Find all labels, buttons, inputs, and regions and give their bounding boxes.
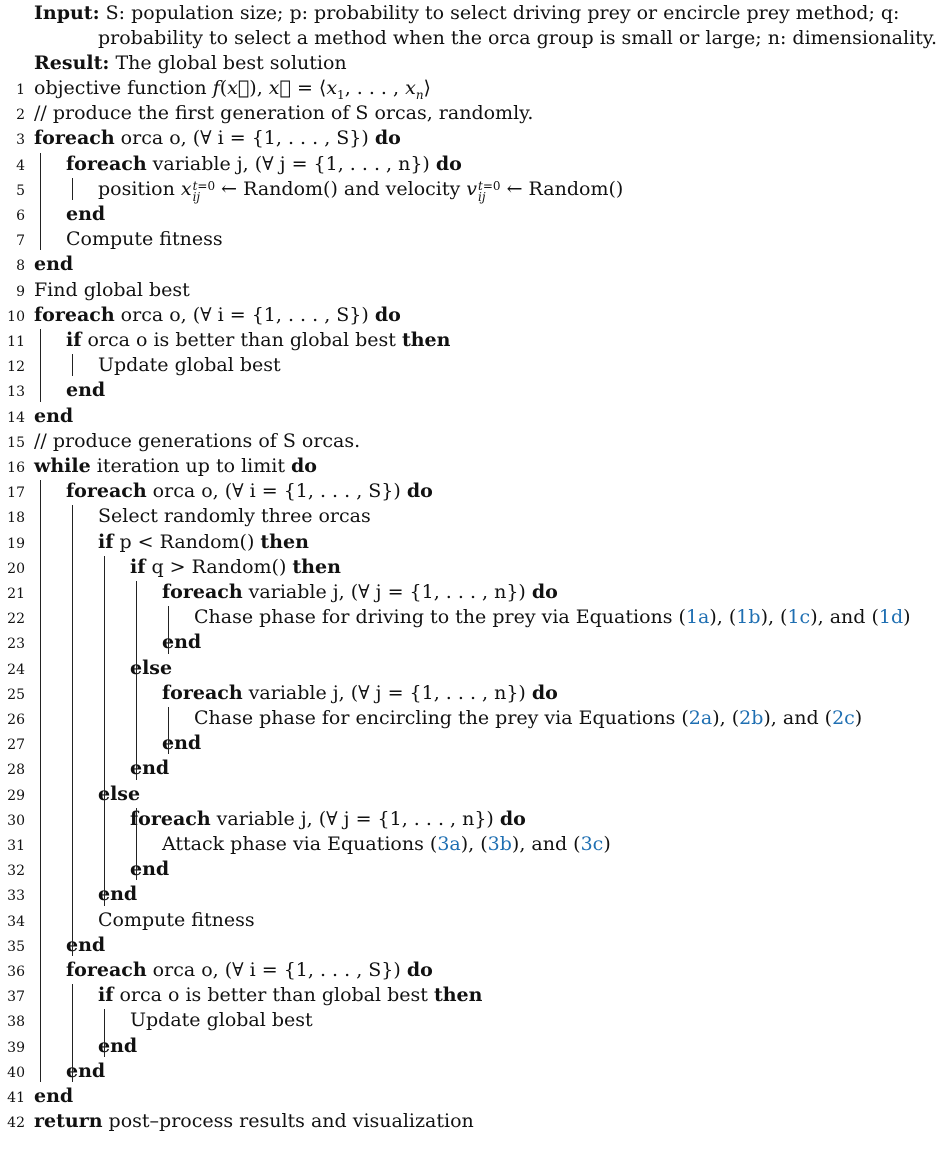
line-number: 24 <box>7 661 25 678</box>
algorithm-line <box>0 605 911 630</box>
line-code: Find global best <box>34 278 190 301</box>
line-number: 19 <box>7 535 25 552</box>
line-number: 30 <box>7 812 25 829</box>
input-text-1: S: population size; p: probability to select driving prey or encircle prey method; q: <box>105 2 900 24</box>
line-number: 11 <box>7 334 25 350</box>
line-number: 38 <box>7 1014 25 1031</box>
line-number: 42 <box>7 1115 25 1132</box>
equation-ref-link[interactable]: 1c <box>787 606 811 629</box>
line-number: 6 <box>16 208 25 224</box>
algorithm-line <box>0 630 886 655</box>
line-number: 37 <box>7 989 25 1006</box>
line-code: Chase phase for driving to the prey via Equations (1a), (1b), (1c), and (1d) <box>194 606 911 629</box>
algorithm-line <box>0 882 886 907</box>
line-code: end <box>66 933 106 956</box>
line-number: 4 <box>16 157 25 174</box>
algorithm-line <box>0 378 886 403</box>
algorithm-line <box>0 857 886 882</box>
algorithm-line <box>0 101 886 126</box>
indent-guide-line <box>136 808 137 881</box>
line-code: foreach variable j, (∀ j = {1, . . . , n}) do <box>130 807 526 830</box>
line-code: Attack phase via Equations (3a), (3b), and (3c) <box>162 833 611 855</box>
algorithm-line <box>0 504 886 529</box>
equation-ref-link[interactable]: 2c <box>832 707 855 729</box>
line-code: // produce the first generation of S orcas, randomly. <box>34 102 534 125</box>
equation-ref-link[interactable]: 1b <box>736 606 761 629</box>
algorithm-line <box>0 1008 886 1033</box>
line-code: return post–process results and visualization <box>34 1110 474 1133</box>
algorithm-line <box>0 1034 886 1059</box>
line-code: if orca o is better than global best then <box>66 329 451 351</box>
equation-ref-link[interactable]: 3a <box>437 833 461 855</box>
equation-ref-link[interactable]: 3b <box>487 833 512 855</box>
algorithm-line <box>0 731 886 756</box>
line-code: Update global best <box>130 1009 313 1032</box>
result-label: Result: <box>34 52 110 74</box>
algorithm-line <box>0 353 886 378</box>
line-code: Compute fitness <box>66 228 223 251</box>
line-number: 26 <box>7 712 25 728</box>
algorithm-line <box>0 782 886 807</box>
indent-guide-line <box>72 505 73 956</box>
line-code: // produce generations of S orcas. <box>34 429 361 452</box>
line-number: 17 <box>7 485 25 502</box>
line-code: foreach orca o, (∀ i = {1, . . . , S}) do <box>66 959 433 981</box>
line-code: if q > Random() then <box>130 555 341 578</box>
line-number: 8 <box>16 258 25 275</box>
indent-guide-line <box>40 153 41 251</box>
line-number: 15 <box>7 434 25 451</box>
algorithm-line <box>0 152 886 177</box>
algorithm-line <box>0 252 886 277</box>
line-number: 25 <box>7 686 25 703</box>
indent-guide-line <box>104 1009 105 1056</box>
algorithm-line <box>0 1109 886 1134</box>
algorithm-line <box>0 76 886 101</box>
line-number: 34 <box>7 913 25 930</box>
line-number: 27 <box>7 737 25 754</box>
line-code: foreach orca o, (∀ i = {1, . . . , S}) do <box>34 127 401 150</box>
indent-guide-line <box>40 329 41 402</box>
algorithm-line <box>0 278 886 303</box>
algorithm-line <box>0 807 886 832</box>
line-code: end <box>162 732 202 755</box>
algorithm-line <box>0 832 886 857</box>
line-number: 21 <box>7 586 25 602</box>
line-number: 22 <box>7 611 25 628</box>
line-code: end <box>34 253 74 276</box>
line-code: foreach variable j, (∀ j = {1, . . . , n}) do <box>66 152 462 175</box>
algorithm-line <box>0 706 886 731</box>
line-code: Update global best <box>98 354 281 377</box>
line-number: 32 <box>7 863 25 880</box>
algorithm-line <box>0 126 886 151</box>
line-number: 31 <box>7 838 25 854</box>
line-code: while iteration up to limit do <box>34 455 317 477</box>
indent-guide-line <box>168 606 169 653</box>
indent-guide-line <box>136 581 137 780</box>
line-code: end <box>98 1034 138 1057</box>
line-code: end <box>34 404 74 427</box>
line-number: 1 <box>16 82 25 98</box>
algorithm-line <box>0 454 886 479</box>
line-number: 35 <box>7 938 25 955</box>
algorithm-line <box>0 303 886 328</box>
line-number: 41 <box>7 1090 25 1106</box>
line-code: if orca o is better than global best then <box>98 984 483 1007</box>
line-code: position x t=0 ij ← Random() and velocity v t=0 ij ← Random() <box>98 177 624 204</box>
line-number: 13 <box>7 384 25 401</box>
algorithm-line <box>0 656 886 681</box>
algorithm-line <box>0 1059 886 1084</box>
line-number: 36 <box>7 964 25 980</box>
line-number: 28 <box>7 762 25 779</box>
algorithm-line <box>0 202 886 227</box>
line-number: 16 <box>7 460 25 476</box>
input-label: Input: <box>34 2 100 24</box>
equation-ref-link[interactable]: 3c <box>580 833 604 855</box>
line-number: 9 <box>16 283 25 300</box>
line-number: 7 <box>16 233 25 250</box>
line-number: 14 <box>7 409 25 426</box>
algorithm-line <box>0 404 886 429</box>
algorithm-line <box>0 429 886 454</box>
algorithm-line <box>0 580 886 605</box>
line-code: end <box>98 883 138 906</box>
result-text: The global best solution <box>115 52 347 74</box>
line-code: foreach orca o, (∀ i = {1, . . . , S}) do <box>34 303 401 326</box>
line-number: 12 <box>7 359 25 376</box>
line-code: end <box>66 203 106 225</box>
line-code: Select randomly three orcas <box>98 505 371 528</box>
line-code: end <box>162 631 202 654</box>
equation-ref-link[interactable]: 1d <box>878 606 904 629</box>
algorithm-line <box>0 555 886 580</box>
algorithm-line <box>0 1084 886 1109</box>
algorithm-line <box>0 328 886 353</box>
indent-guide-line <box>72 354 73 376</box>
line-number: 33 <box>7 888 25 905</box>
algorithm-line <box>0 908 886 933</box>
algorithm-line <box>0 933 886 958</box>
line-code: foreach variable j, (∀ j = {1, . . . , n}) do <box>162 581 558 603</box>
line-number: 23 <box>7 636 25 653</box>
algorithm-line <box>0 983 886 1008</box>
line-code: end <box>66 379 106 402</box>
line-code: end <box>130 858 170 881</box>
indent-guide-line <box>40 480 41 1082</box>
line-code: end <box>66 1059 106 1082</box>
line-code: end <box>34 1085 74 1107</box>
algorithm-line <box>0 958 886 983</box>
line-code: Chase phase for encircling the prey via Equations (2a), (2b), and (2c) <box>194 707 863 729</box>
line-number: 39 <box>7 1039 25 1056</box>
indent-guide-line <box>72 178 73 200</box>
line-code: objective function f(x⃗), x⃗ = $⟨x_1$, . . . , $x_n⟩$ <box>34 77 431 102</box>
line-code: end <box>130 757 170 780</box>
input-text-2: probability to select a method when the orca group is small or large; n: dimensionality. <box>98 27 937 49</box>
line-code: else <box>98 782 141 805</box>
algorithm-line <box>0 681 886 706</box>
line-number: 18 <box>7 510 25 527</box>
input-line-1 <box>34 1 899 25</box>
equation-ref-link[interactable]: 2a <box>688 707 713 729</box>
line-number: 10 <box>7 308 25 325</box>
equation-ref-link[interactable]: 1a <box>685 606 710 629</box>
algorithm-line <box>0 177 886 202</box>
result-line <box>34 51 347 75</box>
line-number: 5 <box>16 182 25 199</box>
line-number: 40 <box>7 1064 25 1081</box>
line-number: 3 <box>16 132 25 149</box>
line-code: foreach orca o, (∀ i = {1, . . . , S}) do <box>66 480 433 503</box>
input-line-2 <box>98 26 937 50</box>
line-code: foreach variable j, (∀ j = {1, . . . , n}) do <box>162 681 558 704</box>
line-code: else <box>130 656 173 679</box>
line-number: 20 <box>7 560 25 577</box>
line-code: Compute fitness <box>98 908 255 931</box>
line-number: 29 <box>7 787 25 804</box>
line-code: if p < Random() then <box>98 530 309 553</box>
indent-guide-line <box>72 984 73 1082</box>
algorithm-line <box>0 530 886 555</box>
algorithm-line <box>0 479 886 504</box>
algorithm-line <box>0 756 886 781</box>
line-number: 2 <box>16 107 25 124</box>
indent-guide-line <box>168 707 169 754</box>
equation-ref-link[interactable]: 2b <box>739 707 764 729</box>
indent-guide-line <box>104 556 105 906</box>
algorithm-line <box>0 227 886 252</box>
